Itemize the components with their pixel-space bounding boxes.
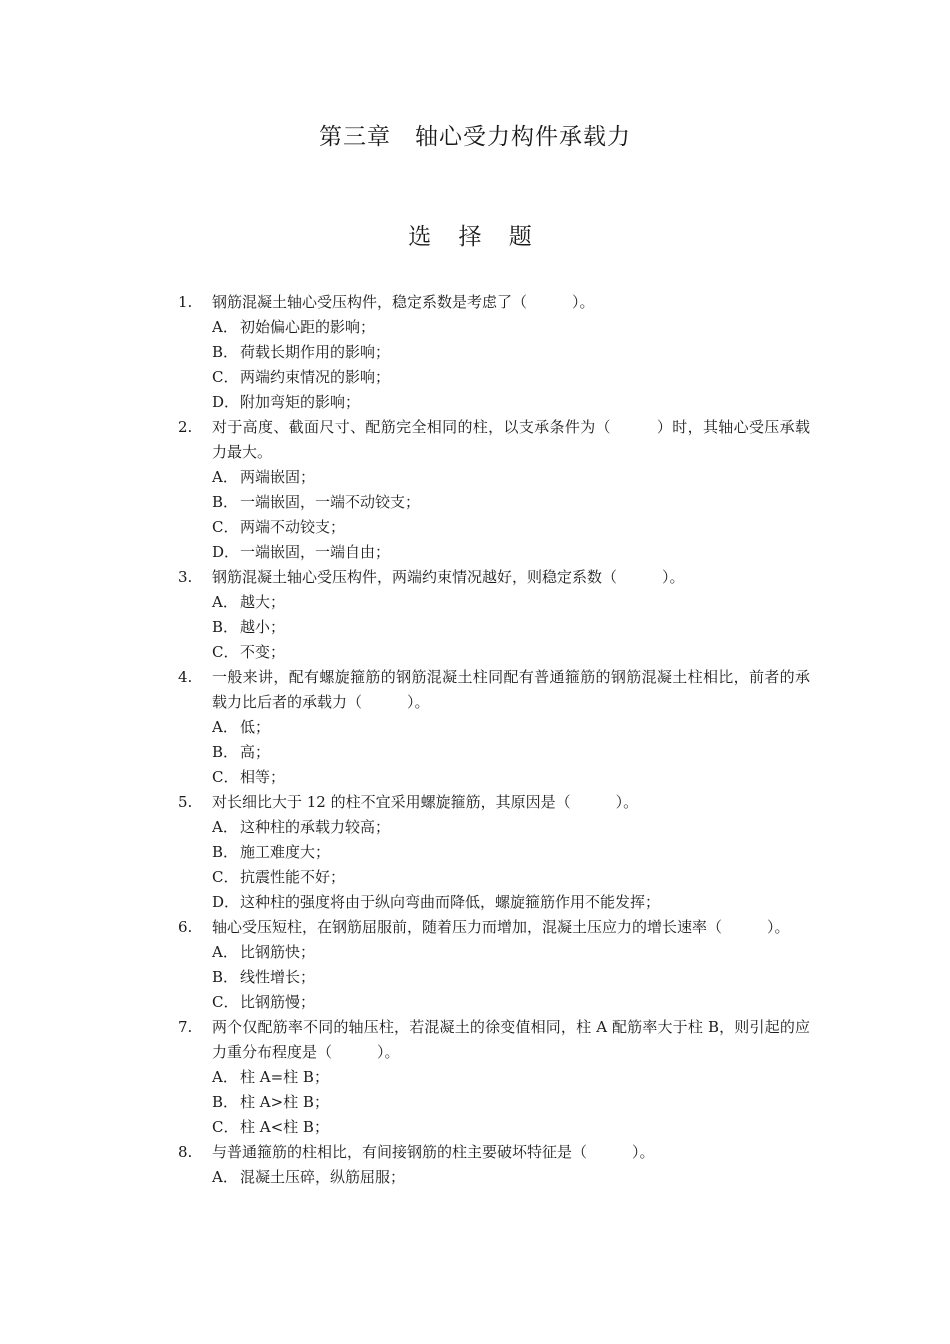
option-a [212, 715, 810, 740]
option-letter: C． [212, 1118, 239, 1136]
question-number: 6. [178, 918, 193, 936]
question-text: 对于高度、截面尺寸、配筋完全相同的柱，以支承条件为（ ）时，其轴心受压承载力最大。 [212, 418, 810, 461]
option-a [212, 465, 810, 490]
option-letter: D． [212, 393, 240, 411]
option-letter: A． [212, 468, 238, 486]
question-list [0, 290, 950, 1190]
question-6 [0, 915, 950, 1015]
option-b [212, 340, 810, 365]
option-c [212, 365, 810, 390]
option-text: 柱 A<柱 B； [240, 1118, 329, 1136]
option-letter: D． [212, 543, 240, 561]
question-number: 4. [178, 668, 193, 686]
question-3 [0, 565, 950, 665]
option-b [212, 490, 810, 515]
option-text: 高； [240, 743, 271, 761]
option-text: 两端约束情况的影响； [240, 368, 391, 386]
option-letter: A． [212, 1168, 238, 1186]
option-letter: B． [212, 968, 239, 986]
option-text: 初始偏心距的影响； [240, 318, 376, 336]
option-text: 这种柱的承载力较高； [240, 818, 391, 836]
option-letter: C． [212, 868, 239, 886]
option-text: 抗震性能不好； [240, 868, 346, 886]
question-text: 对长细比大于 12 的柱不宜采用螺旋箍筋，其原因是（ ）。 [212, 793, 639, 811]
question-2 [0, 415, 950, 565]
option-letter: B． [212, 743, 239, 761]
option-d [212, 540, 810, 565]
option-d [212, 890, 810, 915]
option-text: 一端嵌固，一端自由； [240, 543, 391, 561]
option-text: 低； [240, 718, 271, 736]
option-text: 比钢筋慢； [240, 993, 316, 1011]
option-c [212, 515, 810, 540]
option-a [212, 940, 810, 965]
question-number: 8. [178, 1143, 193, 1161]
option-text: 这种柱的强度将由于纵向弯曲而降低，螺旋箍筋作用不能发挥； [240, 893, 661, 911]
option-letter: C． [212, 993, 239, 1011]
option-a [212, 1165, 810, 1190]
option-text: 越小； [240, 618, 286, 636]
question-8 [0, 1140, 950, 1190]
option-letter: C． [212, 368, 239, 386]
option-letter: A． [212, 818, 238, 836]
option-text: 柱 A>柱 B； [240, 1093, 329, 1111]
question-4 [0, 665, 950, 790]
option-c [212, 990, 810, 1015]
option-letter: C． [212, 768, 239, 786]
option-text: 一端嵌固，一端不动铰支； [240, 493, 421, 511]
question-text: 钢筋混凝土轴心受压构件，稳定系数是考虑了（ ）。 [212, 293, 595, 311]
option-text: 相等； [240, 768, 286, 786]
question-text: 轴心受压短柱，在钢筋屈服前，随着压力而增加，混凝土压应力的增长速率（ ）。 [212, 918, 790, 936]
question-1 [0, 290, 950, 415]
question-5 [0, 790, 950, 915]
option-text: 两端嵌固； [240, 468, 316, 486]
question-number: 7. [178, 1018, 193, 1036]
question-text: 钢筋混凝土轴心受压构件，两端约束情况越好，则稳定系数（ ）。 [212, 568, 685, 586]
option-text: 混凝土压碎，纵筋屈服； [240, 1168, 406, 1186]
option-letter: D． [212, 893, 240, 911]
option-c [212, 865, 810, 890]
option-letter: A． [212, 718, 238, 736]
option-letter: B． [212, 343, 239, 361]
option-letter: A． [212, 318, 238, 336]
question-text: 一般来讲，配有螺旋箍筋的钢筋混凝土柱同配有普通箍筋的钢筋混凝土柱相比，前者的承载力比后者的承载力（ ）。 [212, 668, 810, 711]
option-a [212, 315, 810, 340]
option-text: 线性增长； [240, 968, 316, 986]
option-b [212, 615, 810, 640]
chapter-title: 第三章 轴心受力构件承载力 [319, 124, 631, 150]
option-letter: B． [212, 493, 239, 511]
option-text: 不变； [240, 643, 286, 661]
option-letter: A． [212, 593, 238, 611]
question-number: 3. [178, 568, 193, 586]
option-text: 两端不动铰支； [240, 518, 346, 536]
option-d [212, 390, 810, 415]
option-text: 比钢筋快； [240, 943, 316, 961]
option-b [212, 840, 810, 865]
question-number: 5. [178, 793, 193, 811]
option-text: 越大； [240, 593, 286, 611]
option-letter: B． [212, 843, 239, 861]
option-b [212, 965, 810, 990]
option-letter: B． [212, 618, 239, 636]
option-letter: A． [212, 1068, 238, 1086]
question-7 [0, 1015, 950, 1140]
question-number: 2. [178, 418, 193, 436]
option-text: 柱 A=柱 B； [240, 1068, 329, 1086]
section-title: 选 择 题 [408, 224, 542, 250]
option-letter: C． [212, 518, 239, 536]
option-text: 附加弯矩的影响； [240, 393, 361, 411]
question-number: 1. [178, 293, 193, 311]
option-a [212, 590, 810, 615]
option-letter: C． [212, 643, 239, 661]
option-b [212, 740, 810, 765]
option-c [212, 1115, 810, 1140]
option-c [212, 640, 810, 665]
option-text: 荷载长期作用的影响； [240, 343, 391, 361]
option-letter: B． [212, 1093, 239, 1111]
option-text: 施工难度大； [240, 843, 331, 861]
option-c [212, 765, 810, 790]
option-letter: A． [212, 943, 238, 961]
question-text: 两个仅配筋率不同的轴压柱，若混凝土的徐变值相同，柱 A 配筋率大于柱 B，则引起的应力重分布程度是（ ）。 [212, 1018, 810, 1061]
option-a [212, 1065, 810, 1090]
option-b [212, 1090, 810, 1115]
option-a [212, 815, 810, 840]
question-text: 与普通箍筋的柱相比，有间接钢筋的柱主要破坏特征是（ ）。 [212, 1143, 655, 1161]
